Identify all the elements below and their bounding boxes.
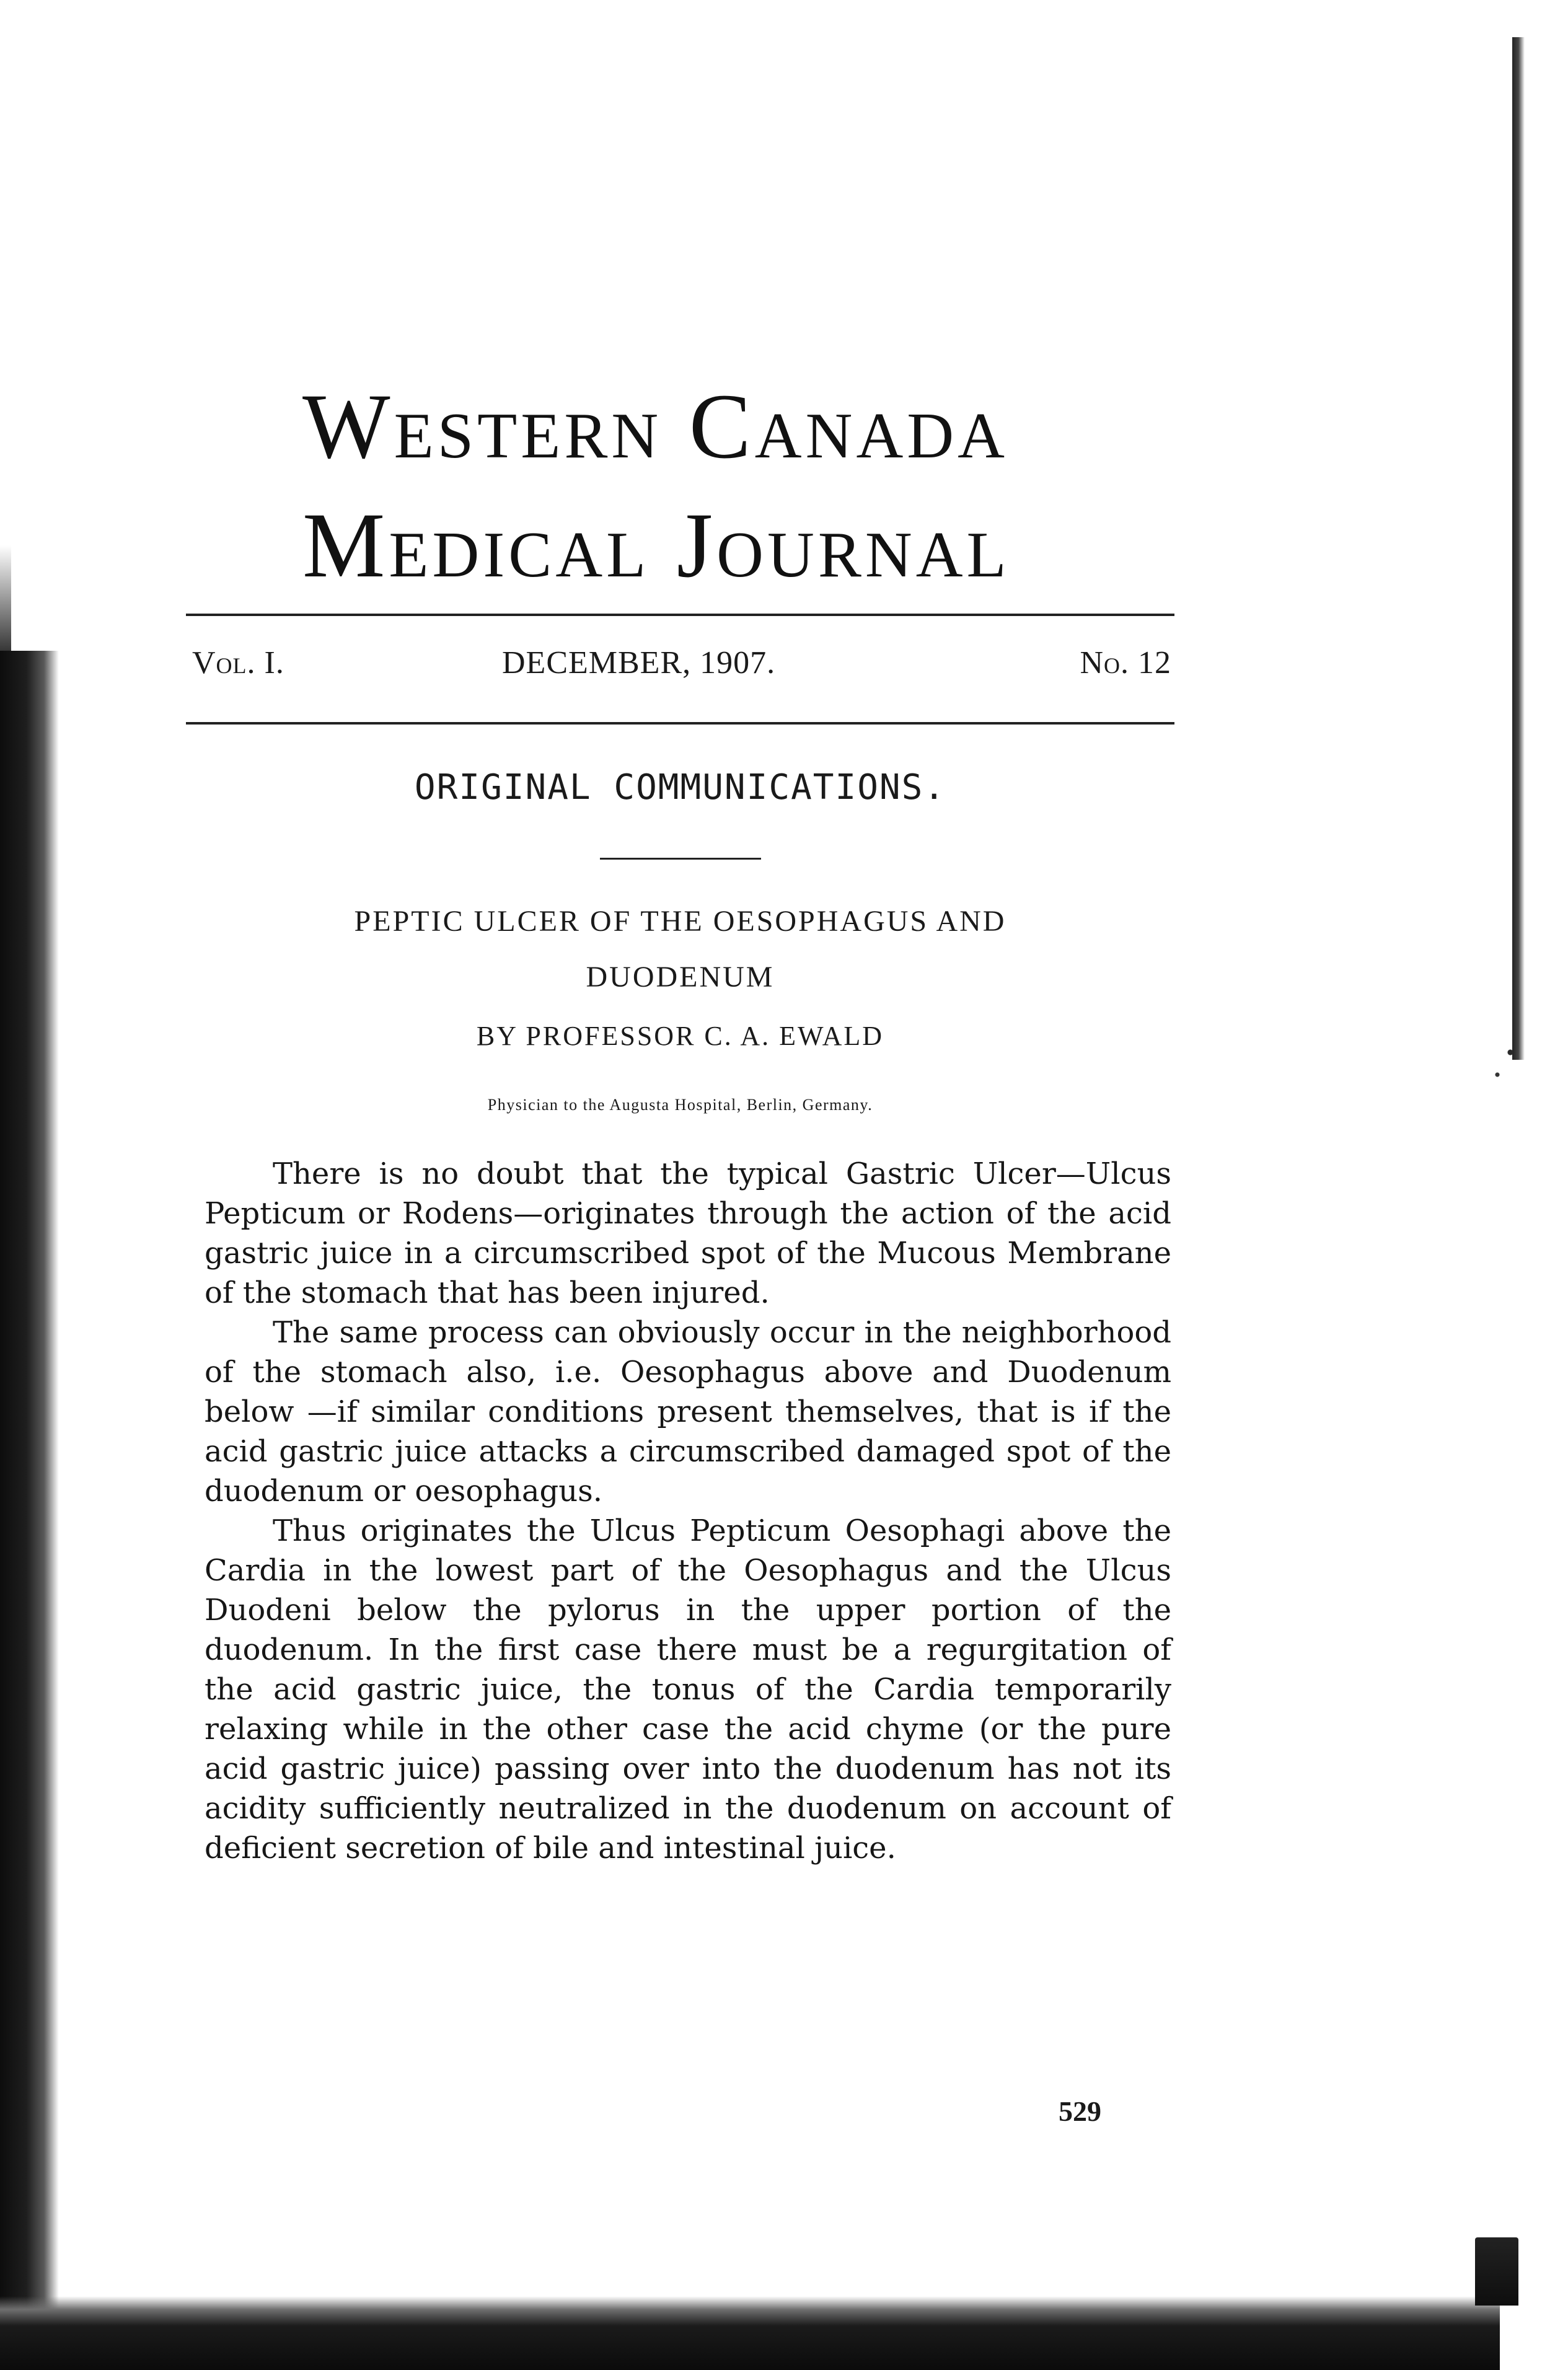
section-heading: ORIGINAL COMMUNICATIONS. (414, 767, 946, 808)
scan-corner-artifact (1475, 2237, 1518, 2306)
issue-line (192, 645, 1171, 694)
masthead-line-1: Western Canada (302, 375, 1008, 478)
masthead-rule-top (186, 614, 1174, 616)
masthead-line-2: Medical Journal (302, 494, 1010, 597)
scan-speckle (1484, 1023, 1528, 1097)
scan-binding-shadow-left (0, 651, 59, 2370)
section-divider (600, 858, 761, 860)
scan-edge-shadow-bottom (0, 2296, 1500, 2370)
body-paragraph: Thus originates the Ulcus Pepticum Oesophagi above the Cardia in the lowest part of the Oesophagus and the Ulcus Duodeni below the pylorus in the upper portion of the duodenum. In the first case there must be a regurgitation of the acid gastric juice, the tonus of the Cardia temporarily relaxing while in the other case the acid chyme (or the pure acid gastric juice) passing over into the duodenum has not its acidity sufficiently neutralized in the duodenum on account of deficient secretion of bile and intestinal juice. (205, 1513, 1171, 1866)
article-byline: BY PROFESSOR C. A. EWALD (476, 1021, 884, 1051)
author-affiliation: Physician to the Augusta Hospital, Berlin, Germany. (487, 1096, 873, 1114)
article-title-line-2: DUODENUM (586, 961, 775, 993)
masthead-rule-bottom (186, 722, 1174, 725)
body-paragraph: There is no doubt that the typical Gastric Ulcer—Ulcus Pepticum or Rodens—originates through the action of the acid gastric juice in a circumscribed spot of the Mucous Membrane of the stomach that has been injured. (205, 1156, 1171, 1310)
article-title-line-1: PEPTIC ULCER OF THE OESOPHAGUS AND (354, 905, 1006, 938)
issue-volume: Vol. I. (192, 645, 284, 681)
issue-date: DECEMBER, 1907. (502, 645, 776, 681)
page-number: 529 (1059, 2095, 1101, 2127)
article-body (205, 1154, 1171, 1868)
scan-edge-shadow-right (1512, 37, 1525, 1060)
journal-masthead (302, 367, 1133, 605)
body-paragraph: The same process can obviously occur in the neighborhood of the stomach also, i.e. Oesophagus above and Duodenum below —if similar conditions present themselves, that is if the acid gastric juice attacks a circumscribed damaged spot of the duodenum or oesophagus. (205, 1315, 1171, 1509)
issue-number: No. 12 (1080, 645, 1171, 681)
article-title (186, 894, 1174, 1005)
scan-edge-shadow-top (0, 545, 11, 657)
